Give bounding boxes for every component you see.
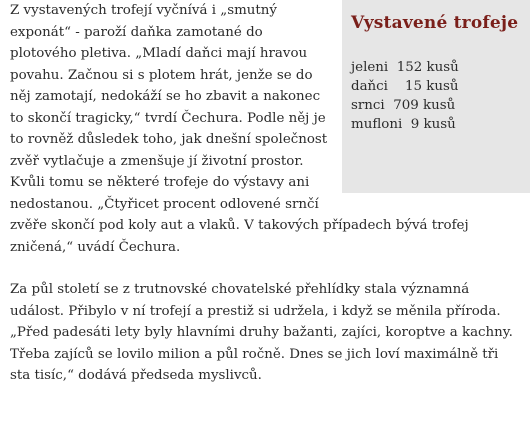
stat-item-jeleni bbox=[351, 58, 530, 77]
stat-count: 152 kusů bbox=[396, 60, 459, 75]
stat-count: 15 kusů bbox=[405, 79, 459, 94]
stat-item-danci bbox=[351, 77, 530, 96]
stat-item-mufloni bbox=[351, 115, 530, 134]
article-paragraph-1: Z vystavených trofejí vyčnívá i „smutný exponát“ - paroží daňka zamotané do plotového pletiva. „Mladí daňci mají hravou povahu. Začnou si s plotem hrát, jenže se do něj zamotají, nedokáží se ho zbavit a nakonec to skončí tragicky,“ tvrdí Čechura. Podle něj je to rovněž důsledek toho, jak dnešní společnost zvěř vytlačuje a zmenšuje jí životní prostor. Kvůli tomu se některé trofeje do výstavy ani nedostanou. „Čtyřicet procent odlovené srnčí zvěře skončí pod koly aut a vlaků. V takových případech bývá trofej zničená,“ uvádí Čechura. bbox=[10, 3, 469, 255]
stat-count: 709 kusů bbox=[393, 98, 456, 113]
stat-count: 9 kusů bbox=[410, 117, 456, 132]
stat-name: daňci bbox=[351, 79, 388, 94]
stat-name: srnci bbox=[351, 98, 385, 113]
article-body bbox=[10, 0, 520, 408]
stat-item-srnci bbox=[351, 96, 530, 115]
stat-name: jeleni bbox=[351, 60, 389, 75]
trophy-stats-list bbox=[351, 58, 530, 134]
article-paragraph-2: Za půl století se z trutnovské chovatelské přehlídky stala významná událost. Přibylo v ní trofejí a prestiž si udržela, i když se měnila příroda. „Před padesáti lety byly hlavními druhy bažanti, zajíci, koroptve a kachny. Třeba zajíců se lovilo milion a půl ročně. Dnes se jich loví maximálně tři sta tisíc,“ dodává předseda myslivců. bbox=[10, 282, 513, 383]
stat-name: mufloni bbox=[351, 117, 403, 132]
trophy-infobox bbox=[342, 0, 530, 193]
infobox-title: Vystavené trofeje bbox=[351, 13, 519, 33]
